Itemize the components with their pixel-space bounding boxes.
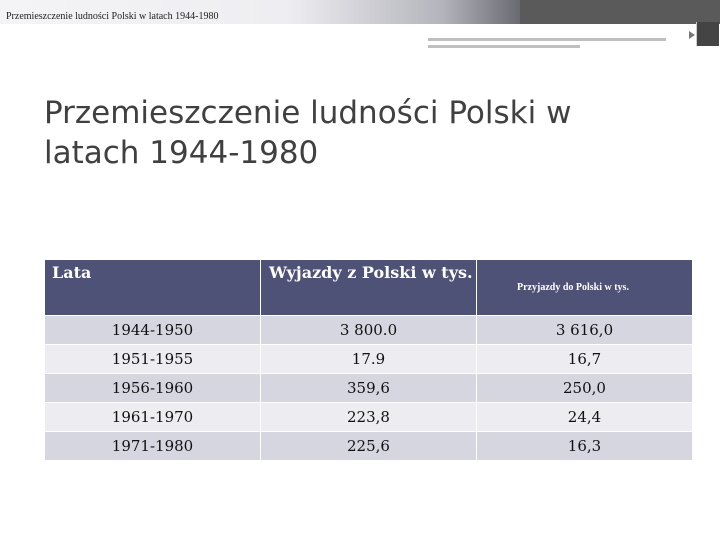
table-header-row [45, 260, 693, 316]
column-header-years: Lata [45, 260, 261, 316]
cell-departures: 17.9 [261, 345, 477, 374]
cell-years: 1971-1980 [45, 432, 261, 461]
table-row [45, 432, 693, 461]
table-row [45, 316, 693, 345]
table-row [45, 403, 693, 432]
column-header-arrivals: Przyjazdy do Polski w tys. [477, 260, 693, 316]
cell-arrivals: 24,4 [477, 403, 693, 432]
table-row [45, 345, 693, 374]
table-row [45, 374, 693, 403]
cell-arrivals: 16,7 [477, 345, 693, 374]
cell-arrivals: 250,0 [477, 374, 693, 403]
corner-decoration [696, 22, 719, 46]
column-header-departures: Wyjazdy z Polski w tys. [261, 260, 477, 316]
cell-departures: 225,6 [261, 432, 477, 461]
cell-years: 1944-1950 [45, 316, 261, 345]
decorative-line [428, 38, 666, 41]
cell-departures: 3 800.0 [261, 316, 477, 345]
cell-arrivals: 16,3 [477, 432, 693, 461]
cell-departures: 223,8 [261, 403, 477, 432]
slide-title: Przemieszczenie ludności Polski w latach 1944-1980 [44, 95, 572, 171]
cell-years: 1956-1960 [45, 374, 261, 403]
triangle-icon [689, 31, 695, 39]
migration-table [44, 259, 693, 461]
cell-years: 1961-1970 [45, 403, 261, 432]
header-title: Przemieszczenie ludności Polski w latach 1944-1980 [6, 11, 219, 22]
cell-departures: 359,6 [261, 374, 477, 403]
cell-arrivals: 3 616,0 [477, 316, 693, 345]
decorative-line [428, 45, 580, 48]
cell-years: 1951-1955 [45, 345, 261, 374]
